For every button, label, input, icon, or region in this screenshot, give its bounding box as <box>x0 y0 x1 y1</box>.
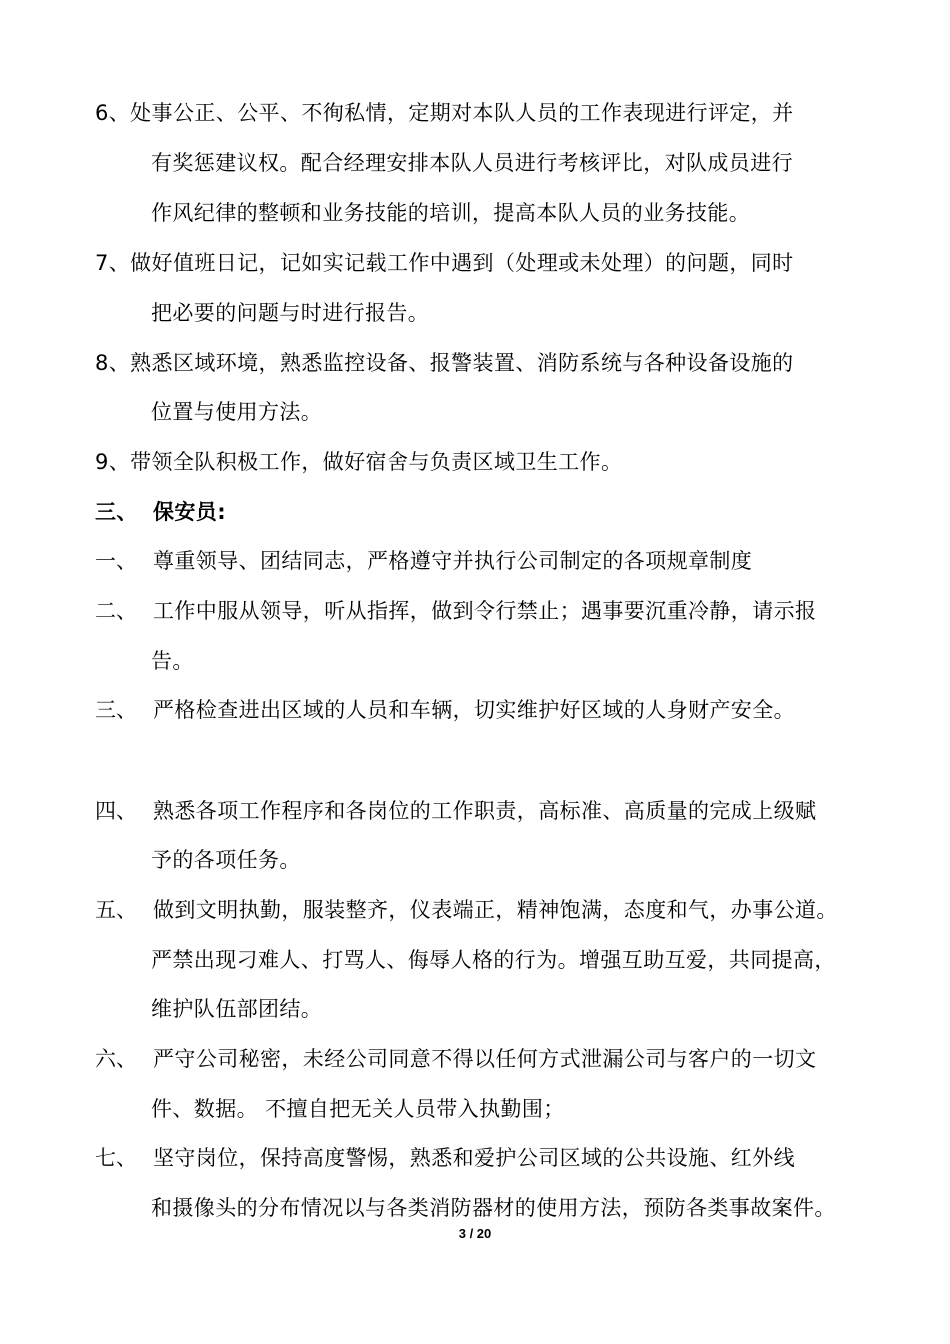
list-item-line: 熟悉各项工作程序和各岗位的工作职责，高标准、高质量的完成上级赋 <box>153 799 817 823</box>
list-item-line: 和摄像头的分布情况以与各类消防器材的使用方法，预防各类事故案件。 <box>151 1196 836 1220</box>
paragraph-line: 8、熟悉区域环境，熟悉监控设备、报警装置、消防系统与各种设备设施的 <box>95 351 794 375</box>
paragraph-line: 6、处事公正、公平、不徇私情，定期对本队人员的工作表现进行评定，并 <box>95 101 794 125</box>
list-item-line: 维护队伍部团结。 <box>151 997 323 1021</box>
list-marker: 七、 <box>95 1146 137 1170</box>
list-item-line: 做到文明执勤，服装整齐，仪表端正，精神饱满，态度和气，办事公道。 <box>153 898 838 922</box>
list-item-line: 件、数据。 不擅自把无关人员带入执勤围； <box>151 1097 565 1121</box>
list-marker: 一、 <box>95 549 137 573</box>
paragraph-line: 把必要的问题与时进行报告。 <box>151 301 430 325</box>
list-marker: 六、 <box>95 1047 137 1071</box>
paragraph-line: 作风纪律的整顿和业务技能的培训，提高本队人员的业务技能。 <box>151 201 751 225</box>
list-item-line: 严禁出现刁难人、打骂人、侮辱人格的行为。增强互助互爱，共同提高， <box>151 948 836 972</box>
list-marker: 三、 <box>95 698 137 722</box>
list-marker: 五、 <box>95 898 137 922</box>
list-item-line: 告。 <box>151 649 194 673</box>
list-item-line: 尊重领导、团结同志，严格遵守并执行公司制定的各项规章制度 <box>153 549 753 573</box>
page-number: 3 / 20 <box>458 1226 492 1241</box>
list-item-line: 工作中服从领导，听从指挥，做到令行禁止；遇事要沉重冷静，请示报 <box>153 599 817 623</box>
list-marker: 四、 <box>95 799 137 823</box>
paragraph-line: 9、带领全队积极工作，做好宿舍与负责区域卫生工作。 <box>95 450 623 474</box>
section-number: 三、 <box>95 500 138 524</box>
paragraph-line: 位置与使用方法。 <box>151 400 323 424</box>
list-item-line: 坚守岗位，保持高度警惕，熟悉和爱护公司区域的公共设施、红外线 <box>153 1146 795 1170</box>
section-heading: 保安员: <box>153 500 226 524</box>
paragraph-line: 有奖惩建议权。配合经理安排本队人员进行考核评比，对队成员进行 <box>151 151 793 175</box>
list-marker: 二、 <box>95 599 137 623</box>
list-item-line: 予的各项任务。 <box>151 848 301 872</box>
list-item-line: 严守公司秘密，未经公司同意不得以任何方式泄漏公司与客户的一切文 <box>153 1047 817 1071</box>
list-item-line: 严格检查进出区域的人员和车辆，切实维护好区域的人身财产安全。 <box>153 698 795 722</box>
paragraph-line: 7、做好值班日记，记如实记载工作中遇到（处理或未处理）的问题，同时 <box>95 251 794 275</box>
